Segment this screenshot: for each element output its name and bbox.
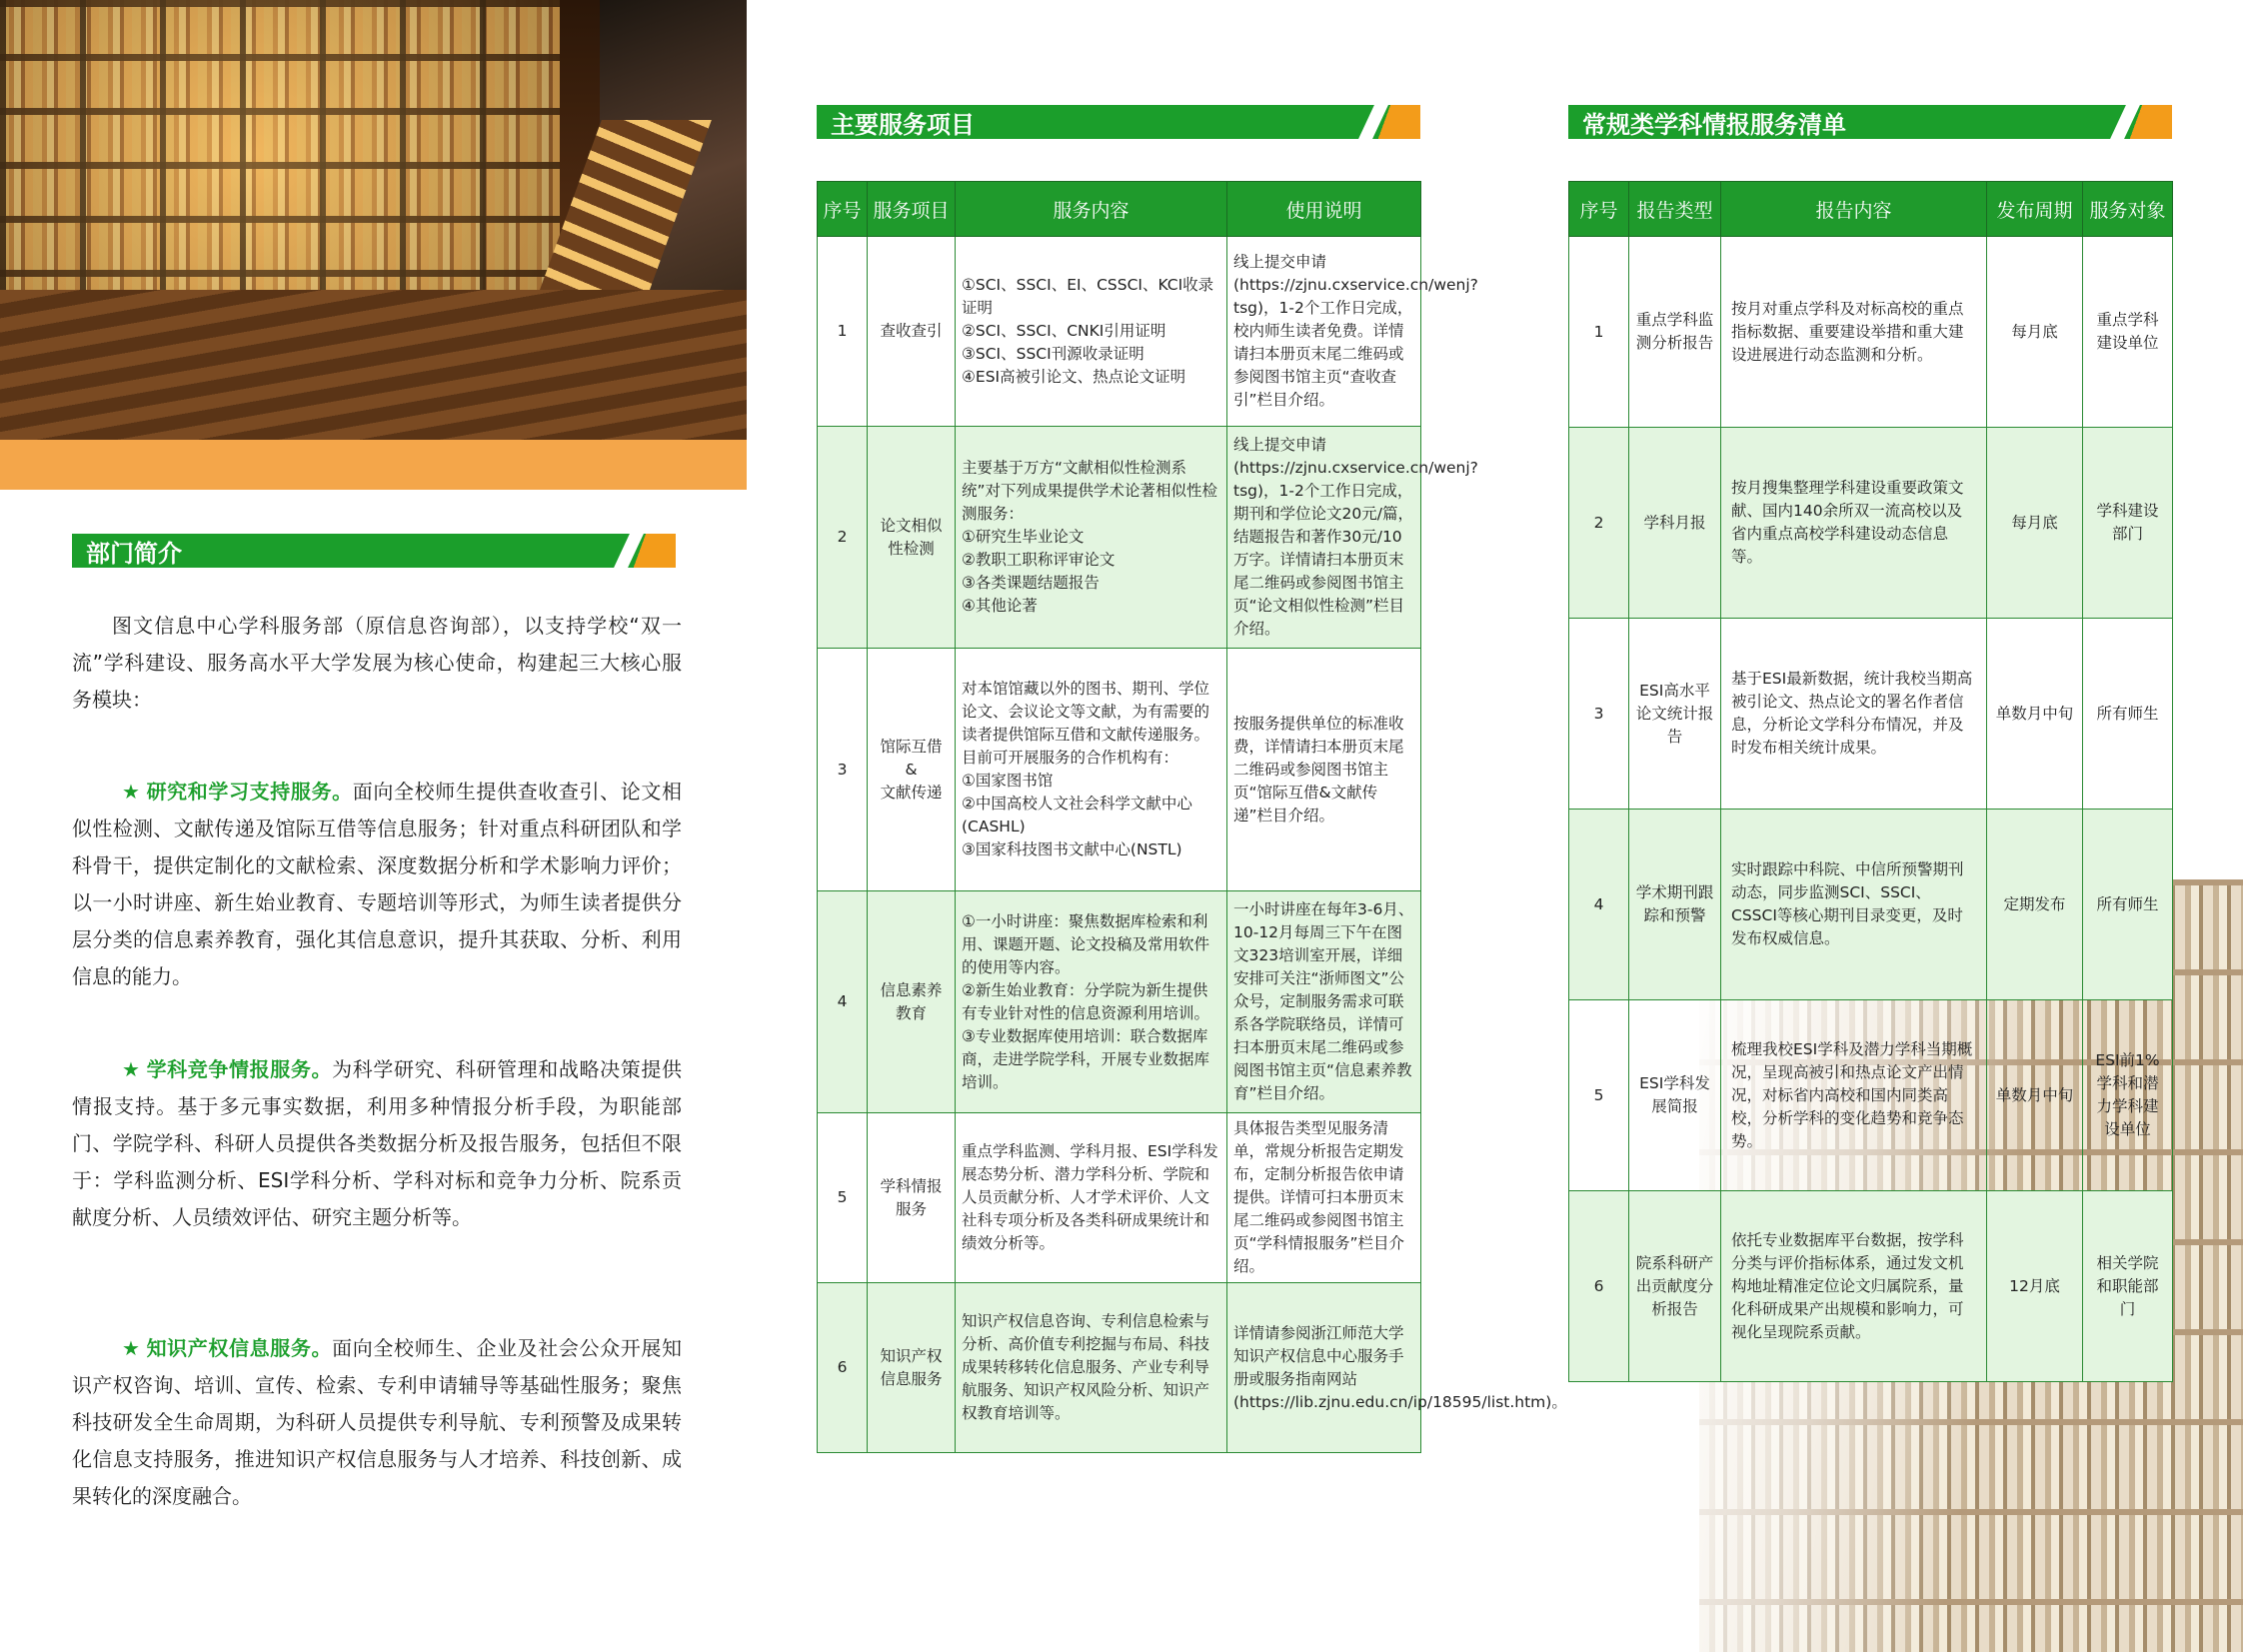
cell-report-content: 实时跟踪中科院、中信所预警期刊动态，同步监测SCI、SSCI、CSSCI等核心期刊目录变更，及时发布权威信息。 xyxy=(1721,810,1987,1000)
cell-number: 5 xyxy=(818,1113,868,1283)
intro-text xyxy=(72,608,682,719)
table-row xyxy=(1569,619,2173,810)
cell-report-type: 学术期刊跟踪和预警 xyxy=(1629,810,1721,1000)
cell-report-type: 学科月报 xyxy=(1629,428,1721,619)
module-body: 面向全校师生提供查收查引、论文相似性检测、文献传递及馆际互借等信息服务；针对重点科研团队和学科骨干，提供定制化的文献检索、深度数据分析和学术影响力评价；以一小时讲座、新生始业教育、专题培训等形式，为师生读者提供分层分类的信息素养教育，强化其信息意识，提升其获取、分析、利用信息的能力。 xyxy=(72,780,683,988)
table-row xyxy=(1569,1000,2173,1191)
cell-number: 2 xyxy=(818,427,868,649)
cell-report-content: 依托专业数据库平台数据，按学科分类与评价指标体系，通过发文机构地址精准定位论文归属院系，量化科研成果产出规模和影响力，可视化呈现院系贡献。 xyxy=(1721,1191,1987,1382)
section-title: 部门简介 xyxy=(86,539,182,568)
table-header-row xyxy=(1569,182,2173,237)
service-module-1 xyxy=(72,774,682,995)
cell-service-name: 论文相似性检测 xyxy=(868,427,956,649)
cell-number: 6 xyxy=(818,1283,868,1453)
cell-usage-note: 线上提交申请(https://zjnu.cxservice.cn/wenj?tsg)，1-2个工作日完成，期刊和学位论文20元/篇，结题报告和著作30元/10万字。详情请扫本册页末尾二维码或参阅图书馆主页“论文相似性检测”栏目介绍。 xyxy=(1227,427,1421,649)
table-row xyxy=(1569,1191,2173,1382)
section-heading-department xyxy=(72,534,676,568)
cell-report-content: 梳理我校ESI学科及潜力学科当期概况，呈现高被引和热点论文产出情况，对标省内高校和国内同类高校，分析学科的变化趋势和竞争态势。 xyxy=(1721,1000,1987,1191)
module-heading: 研究和学习支持服务。 xyxy=(146,780,353,804)
cell-target: 重点学科建设单位 xyxy=(2083,237,2173,428)
column-header: 服务项目 xyxy=(868,182,956,237)
table-row xyxy=(818,427,1421,649)
intro-lead: 图文信息中心学科服务部（原信息咨询部），以支持学校“双一流”学科建设、服务高水平大学发展为核心使命，构建起三大核心服务模块： xyxy=(72,614,682,712)
cell-cycle: 定期发布 xyxy=(1987,810,2083,1000)
cell-service-content: ①SCI、SSCI、EI、CSSCI、KCI收录证明 ②SCI、SSCI、CNKI引用证明 ③SCI、SSCI刊源收录证明 ④ESI高被引论文、热点论文证明 xyxy=(956,237,1227,427)
cell-usage-note: 详情请参阅浙江师范大学知识产权信息中心服务手册或服务指南网站(https://lib.zjnu.edu.cn/ip/18595/list.htm)。 xyxy=(1227,1283,1421,1453)
cell-cycle: 每月底 xyxy=(1987,237,2083,428)
section-title: 主要服务项目 xyxy=(831,110,975,139)
cell-cycle: 单数月中旬 xyxy=(1987,619,2083,810)
cell-number: 1 xyxy=(818,237,868,427)
table-row xyxy=(818,649,1421,891)
cell-cycle: 12月底 xyxy=(1987,1191,2083,1382)
table-row xyxy=(818,1283,1421,1453)
column-header: 报告类型 xyxy=(1629,182,1721,237)
reports-table xyxy=(1568,181,2173,1382)
column-header: 序号 xyxy=(818,182,868,237)
section-heading-services xyxy=(817,105,1420,139)
cell-report-content: 按月搜集整理学科建设重要政策文献、国内140余所双一流高校以及省内重点高校学科建设动态信息等。 xyxy=(1721,428,1987,619)
service-module-3 xyxy=(72,1330,682,1515)
cell-service-content: 主要基于万方“文献相似性检测系统”对下列成果提供学术论著相似性检测服务： ①研究生毕业论文 ②教职工职称评审论文 ③各类课题结题报告 ④其他论著 xyxy=(956,427,1227,649)
heading-accent xyxy=(2124,105,2172,139)
table-header-row xyxy=(818,182,1421,237)
cell-service-name: 学科情报服务 xyxy=(868,1113,956,1283)
cell-report-type: 重点学科监测分析报告 xyxy=(1629,237,1721,428)
cell-service-name: 查收查引 xyxy=(868,237,956,427)
cell-service-content: 重点学科监测、学科月报、ESI学科发展态势分析、潜力学科分析、学院和人员贡献分析、人才学术评价、人文社科专项分析及各类科研成果统计和绩效分析等。 xyxy=(956,1113,1227,1283)
star-icon: ★ xyxy=(122,780,141,804)
cell-target: 所有师生 xyxy=(2083,619,2173,810)
cell-number: 1 xyxy=(1569,237,1629,428)
library-interior-image xyxy=(0,0,747,440)
column-header: 使用说明 xyxy=(1227,182,1421,237)
cell-number: 3 xyxy=(818,649,868,891)
star-icon: ★ xyxy=(122,1057,141,1081)
cell-number: 6 xyxy=(1569,1191,1629,1382)
cell-service-content: ①一小时讲座：聚焦数据库检索和利用、课题开题、论文投稿及常用软件的使用等内容。 ②新生始业教育：分学院为新生提供有专业针对性的信息资源利用培训。 ③专业数据库使用培训：联合数据库商，走进学院学科，开展专业数据库培训。 xyxy=(956,891,1227,1113)
column-header: 报告内容 xyxy=(1721,182,1987,237)
cell-target: 所有师生 xyxy=(2083,810,2173,1000)
cell-report-type: 院系科研产出贡献度分析报告 xyxy=(1629,1191,1721,1382)
heading-accent xyxy=(628,534,676,568)
cell-target: 学科建设部门 xyxy=(2083,428,2173,619)
module-body: 面向全校师生、企业及社会公众开展知识产权咨询、培训、宣传、检索、专利申请辅导等基础性服务；聚焦科技研发全生命周期，为科研人员提供专利导航、专利预警及成果转化信息支持服务，推进知识产权信息服务与人才培养、科技创新、成果转化的深度融合。 xyxy=(72,1336,683,1508)
cell-number: 4 xyxy=(818,891,868,1113)
table-row xyxy=(818,237,1421,427)
cell-report-content: 按月对重点学科及对标高校的重点指标数据、重要建设举措和重大建设进展进行动态监测和分析。 xyxy=(1721,237,1987,428)
table-row xyxy=(818,1113,1421,1283)
section-heading-intel-list xyxy=(1568,105,2172,139)
cell-target: 相关学院和职能部门 xyxy=(2083,1191,2173,1382)
module-heading: 学科竞争情报服务。 xyxy=(146,1057,333,1081)
cell-number: 2 xyxy=(1569,428,1629,619)
heading-accent xyxy=(1372,105,1420,139)
cell-report-type: ESI高水平论文统计报告 xyxy=(1629,619,1721,810)
table-row xyxy=(1569,237,2173,428)
module-body: 为科学研究、科研管理和战略决策提供情报支持。基于多元事实数据，利用多种情报分析手段，为职能部门、学院学科、科研人员提供各类数据分析及报告服务，包括但不限于：学科监测分析、ESI学科分析、学科对标和竞争力分析、院系贡献度分析、人员绩效评估、研究主题分析等。 xyxy=(72,1057,683,1229)
cell-service-content: 知识产权信息咨询、专利信息检索与分析、高价值专利挖掘与布局、科技成果转移转化信息服务、产业专利导航服务、知识产权风险分析、知识产权教育培训等。 xyxy=(956,1283,1227,1453)
cell-service-name: 馆际互借 & 文献传递 xyxy=(868,649,956,891)
cell-service-content: 对本馆馆藏以外的图书、期刊、学位论文、会议论文等文献，为有需要的读者提供馆际互借和文献传递服务。目前可开展服务的合作机构有： ①国家图书馆 ②中国高校人文社会科学文献中心(CASHL) ③国家科技图书文献中心(NSTL) xyxy=(956,649,1227,891)
table-row xyxy=(1569,810,2173,1000)
cell-number: 3 xyxy=(1569,619,1629,810)
column-header: 发布周期 xyxy=(1987,182,2083,237)
section-title: 常规类学科情报服务清单 xyxy=(1582,110,1846,139)
module-heading: 知识产权信息服务。 xyxy=(146,1336,333,1360)
cell-usage-note: 一小时讲座在每年3-6月、10-12月每周三下午在图文323培训室开展，详细安排可关注“浙师图文”公众号，定制服务需求可联系各学院联络员，详情可扫本册页末尾二维码或参阅图书馆主页“信息素养教育”栏目介绍。 xyxy=(1227,891,1421,1113)
cell-report-content: 基于ESI最新数据，统计我校当期高被引论文、热点论文的署名作者信息，分析论文学科分布情况，并及时发布相关统计成果。 xyxy=(1721,619,1987,810)
cell-report-type: ESI学科发展简报 xyxy=(1629,1000,1721,1191)
column-header: 序号 xyxy=(1569,182,1629,237)
star-icon: ★ xyxy=(122,1336,141,1360)
cell-cycle: 每月底 xyxy=(1987,428,2083,619)
table-row xyxy=(1569,428,2173,619)
column-header: 服务内容 xyxy=(956,182,1227,237)
services-table xyxy=(817,181,1567,1453)
service-module-2 xyxy=(72,1051,682,1236)
library-photo xyxy=(0,0,747,490)
cell-number: 5 xyxy=(1569,1000,1629,1191)
column-header: 服务对象 xyxy=(2083,182,2173,237)
cell-service-name: 信息素养教育 xyxy=(868,891,956,1113)
table-row xyxy=(818,891,1421,1113)
cell-number: 4 xyxy=(1569,810,1629,1000)
cell-target: ESI前1%学科和潜力学科建设单位 xyxy=(2083,1000,2173,1191)
cell-usage-note: 按服务提供单位的标准收费，详情请扫本册页末尾二维码或参阅图书馆主页“馆际互借&文献传递”栏目介绍。 xyxy=(1227,649,1421,891)
cell-usage-note: 具体报告类型见服务清单，常规分析报告定期发布，定制分析报告依申请提供。详情可扫本册页末尾二维码或参阅图书馆主页“学科情报服务”栏目介绍。 xyxy=(1227,1113,1421,1283)
cell-cycle: 单数月中旬 xyxy=(1987,1000,2083,1191)
cell-service-name: 知识产权信息服务 xyxy=(868,1283,956,1453)
cell-usage-note: 线上提交申请(https://zjnu.cxservice.cn/wenj?tsg)，1-2个工作日完成，校内师生读者免费。详情请扫本册页末尾二维码或参阅图书馆主页“查收查引”栏目介绍。 xyxy=(1227,237,1421,427)
